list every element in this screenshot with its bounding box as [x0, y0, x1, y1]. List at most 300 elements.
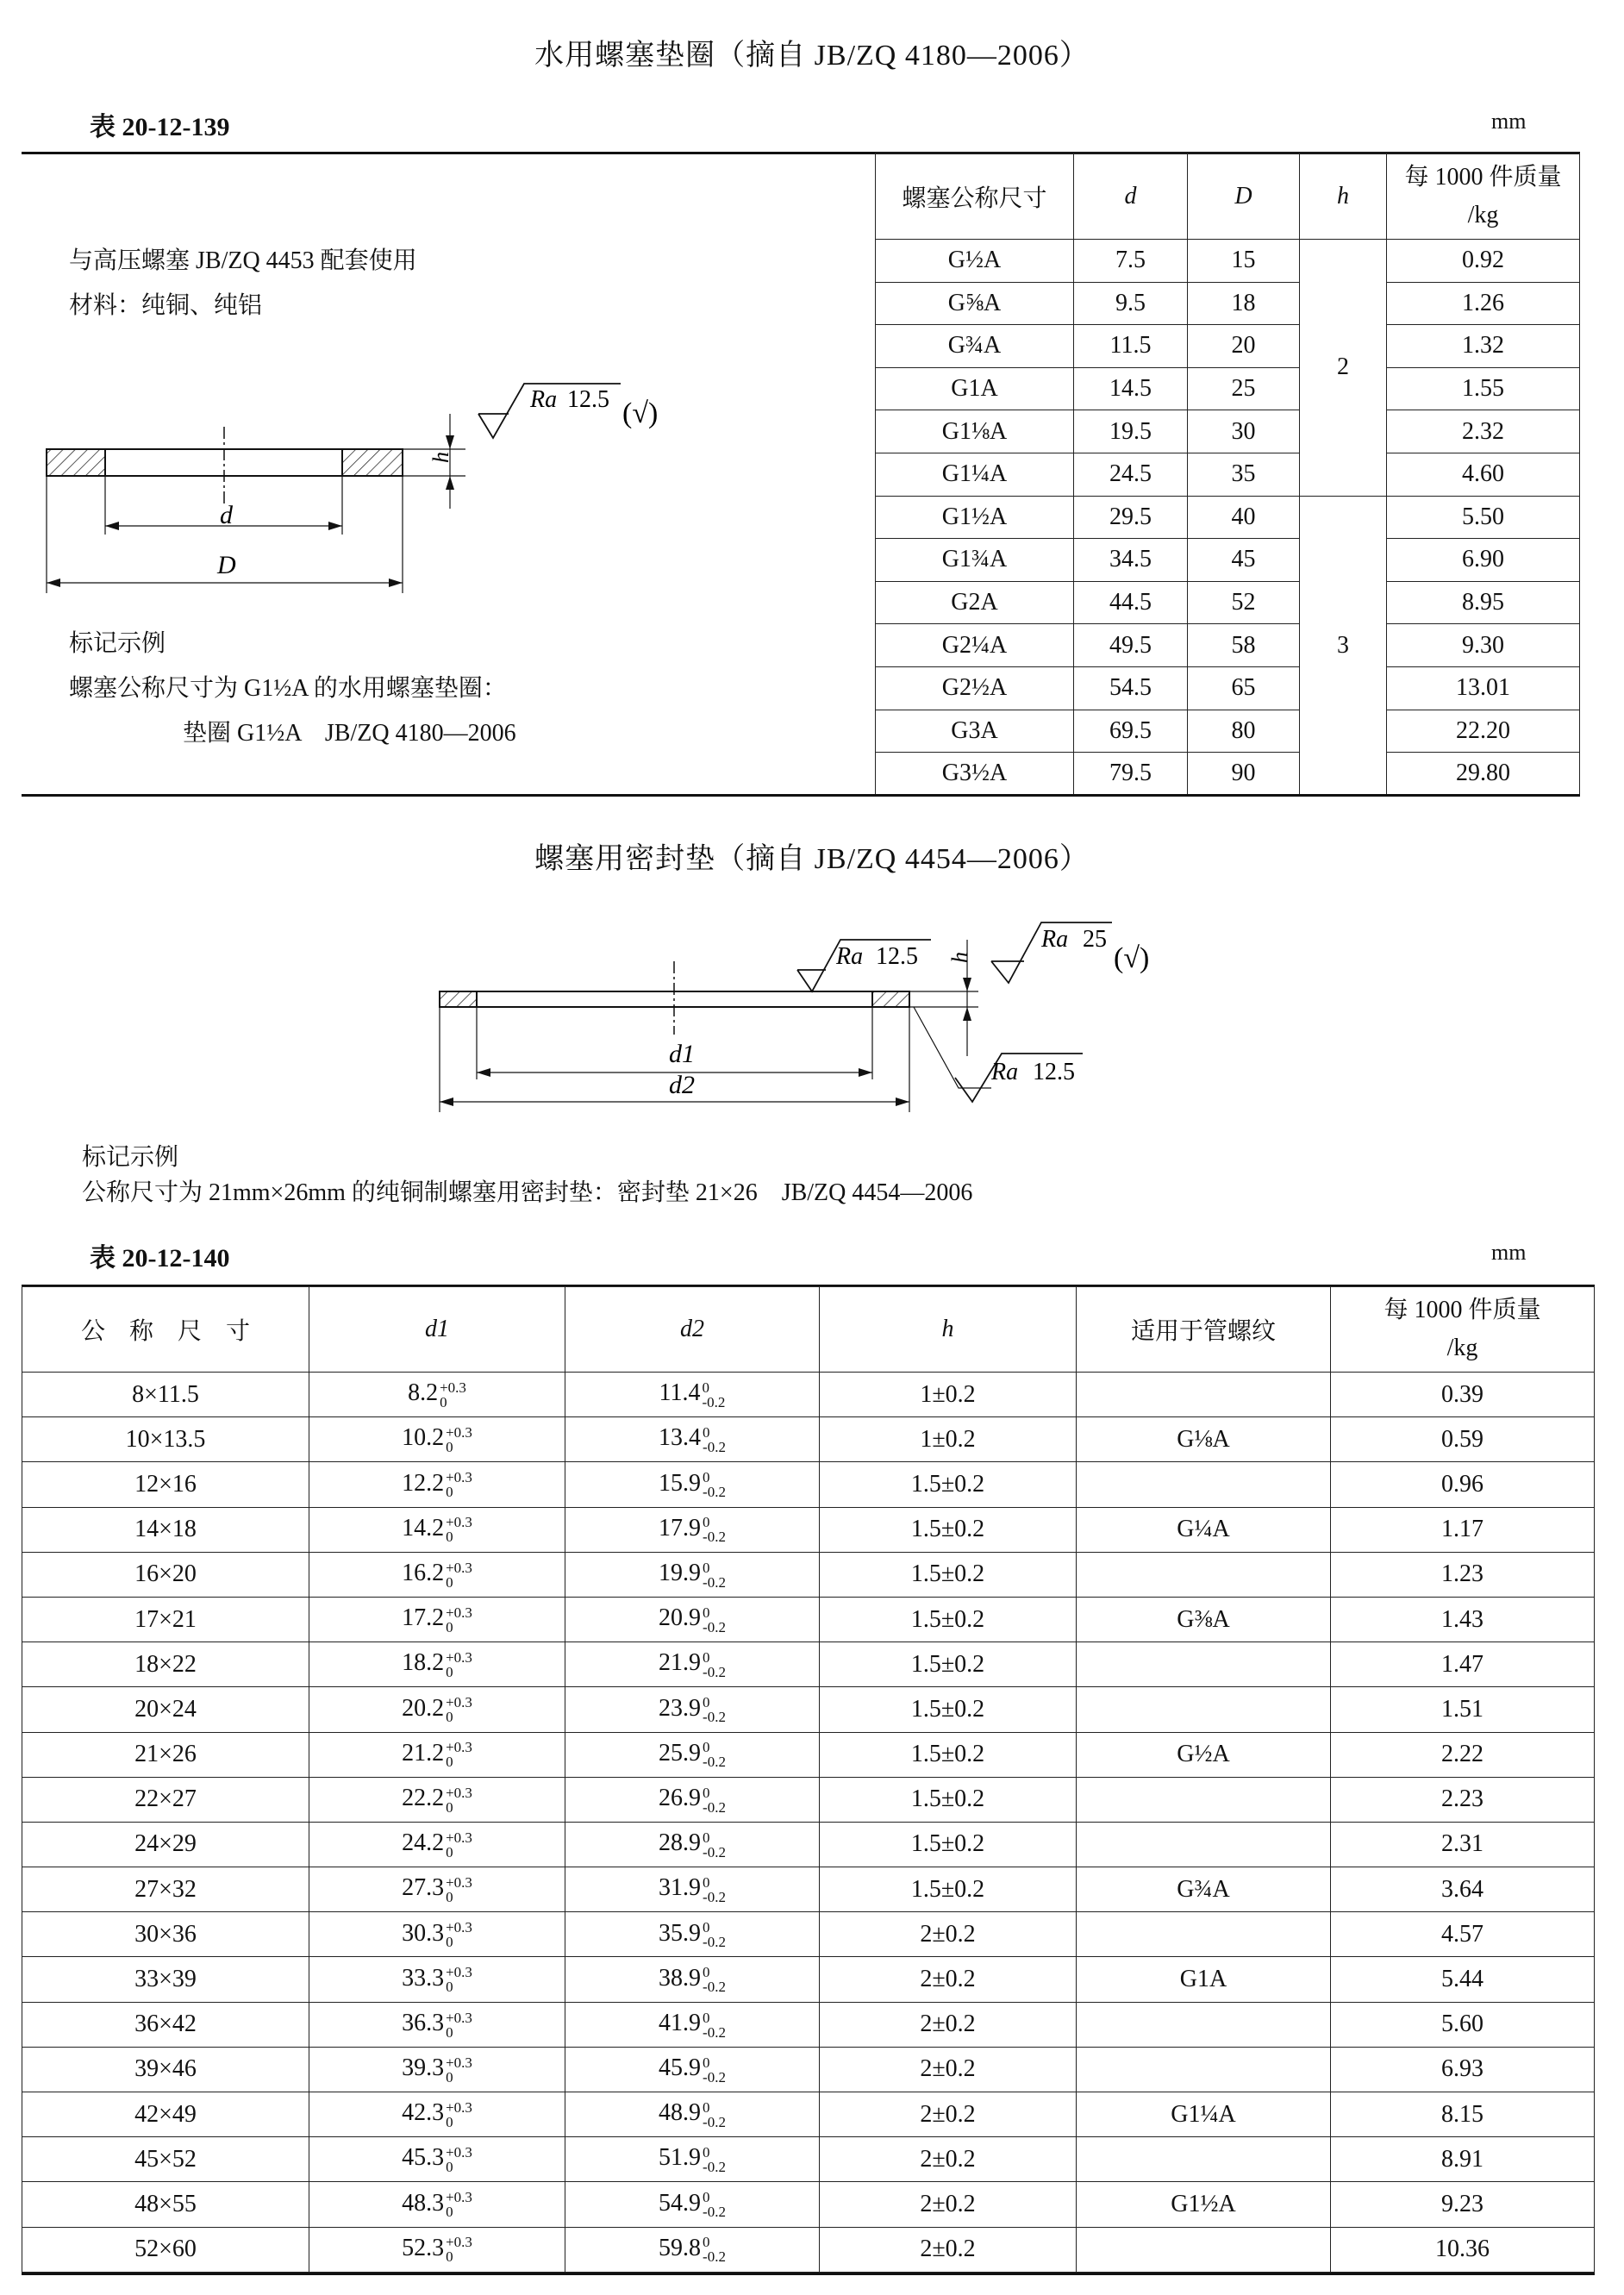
- d2-cell: [565, 1777, 820, 1822]
- roughness2-ra-b: Ra: [1041, 926, 1069, 953]
- d2-cell: [565, 1462, 820, 1507]
- tolerance-lower: -0.2: [703, 1888, 726, 1905]
- tolerance-lower: -0.2: [703, 2113, 726, 2130]
- nominal-size-cell: 22×27: [22, 1777, 309, 1822]
- tolerance: [446, 2055, 472, 2085]
- mass-header-line2: /kg: [1467, 201, 1499, 228]
- nominal-value: 15.9: [659, 1469, 702, 1497]
- header-pipe-thread: 适用于管螺纹: [1077, 1287, 1331, 1373]
- mass-cell: 2.31: [1331, 1822, 1595, 1867]
- material-note: 材料：纯铜、纯铝: [69, 292, 263, 319]
- tolerance-lower: -0.2: [703, 1709, 726, 1726]
- cell: G1⅛A: [876, 410, 1074, 453]
- header-d1: [309, 1287, 565, 1373]
- tolerance-lower: -0.2: [703, 1439, 726, 1456]
- d2-cell: [565, 1732, 820, 1777]
- tolerance-upper: 0: [703, 1919, 710, 1936]
- cell: 1.26: [1387, 282, 1580, 325]
- cell: 14.5: [1074, 367, 1188, 410]
- tolerance: [703, 1920, 726, 1949]
- pipe-thread-cell: [1077, 1373, 1331, 1417]
- mass-cell: 5.60: [1331, 2002, 1595, 2047]
- marking-title: 标记示例: [69, 630, 166, 657]
- tolerance: [446, 1740, 472, 1769]
- pipe-thread-cell: [1077, 2047, 1331, 2092]
- d1-cell: [309, 1777, 565, 1822]
- tolerance-lower: 0: [446, 1529, 453, 1546]
- pipe-thread-cell: G1½A: [1077, 2182, 1331, 2227]
- tolerance: [440, 1380, 466, 1410]
- table-row: [22, 1912, 1595, 1957]
- d1-cell: [309, 1867, 565, 1912]
- mass-cell: 6.93: [1331, 2047, 1595, 2092]
- tolerance-upper: 0: [703, 1873, 710, 1891]
- cell: 4.60: [1387, 453, 1580, 496]
- d2-cell: [565, 2227, 820, 2272]
- d2-cell: [565, 1597, 820, 1642]
- h-cell: 2±0.2: [820, 2092, 1077, 2137]
- pipe-thread-cell: [1077, 1642, 1331, 1687]
- table-row: [22, 1732, 1595, 1777]
- table-row: [22, 1642, 1595, 1687]
- nominal-value: 19.9: [659, 1560, 702, 1587]
- dim-d2-label: d2: [669, 1071, 695, 1099]
- nominal-value: 51.9: [659, 2144, 702, 2172]
- h-cell: 1.5±0.2: [820, 1552, 1077, 1597]
- tolerance-upper: +0.3: [446, 1559, 472, 1576]
- nominal-value: 33.3: [402, 1964, 445, 1992]
- tolerance-upper: 0: [703, 2009, 710, 2026]
- table-row: [22, 1597, 1595, 1642]
- h-cell: 1±0.2: [820, 1373, 1077, 1417]
- h-cell: 2±0.2: [820, 2227, 1077, 2272]
- section1-title: 水用螺塞垫圈（摘自 JB/ZQ 4180—2006）: [534, 40, 1090, 72]
- tolerance-lower: -0.2: [703, 1664, 726, 1680]
- cell: 65: [1188, 666, 1300, 710]
- nominal-value: 48.3: [402, 2189, 445, 2217]
- mass-cell: 1.47: [1331, 1642, 1595, 1687]
- tolerance: [446, 1515, 472, 1544]
- nominal-value: 31.9: [659, 1874, 702, 1902]
- tolerance: [446, 1425, 472, 1454]
- h-cell: 1.5±0.2: [820, 1822, 1077, 1867]
- d2-cell: [565, 1417, 820, 1462]
- d2-cell: [565, 1642, 820, 1687]
- d1-cell: [309, 1462, 565, 1507]
- tolerance-lower: 0: [446, 2248, 453, 2266]
- nominal-value: 25.9: [659, 1739, 702, 1767]
- table-row: [22, 1777, 1595, 1822]
- roughness2-ra-c: Ra: [991, 1059, 1019, 1085]
- tolerance: [446, 1965, 472, 1994]
- cell: G1A: [876, 367, 1074, 410]
- table-row: [22, 1373, 1595, 1417]
- tolerance-lower: -0.2: [703, 1573, 726, 1591]
- nominal-size-cell: 18×22: [22, 1642, 309, 1687]
- cell: 58: [1188, 624, 1300, 667]
- tolerance-lower: 0: [446, 2159, 453, 2176]
- h-cell: 1.5±0.2: [820, 1507, 1077, 1552]
- tolerance-lower: 0: [446, 1798, 453, 1816]
- cell: 15: [1188, 240, 1300, 283]
- tolerance-upper: +0.3: [446, 2189, 472, 2206]
- nominal-size-cell: 33×39: [22, 1957, 309, 2002]
- d1-cell: [309, 1597, 565, 1642]
- cell: 25: [1188, 367, 1300, 410]
- section2-title: 螺塞用密封垫（摘自 JB/ZQ 4454—2006）: [534, 843, 1090, 875]
- mass-header-line1: 每 1000 件质量: [1384, 1297, 1541, 1323]
- mass-cell: 2.22: [1331, 1732, 1595, 1777]
- tolerance-lower: -0.2: [703, 2159, 726, 2176]
- h-cell: 1±0.2: [820, 1417, 1077, 1462]
- cell: G3A: [876, 710, 1074, 753]
- nominal-value: 36.3: [402, 2009, 445, 2036]
- tolerance-lower: -0.2: [703, 1529, 726, 1546]
- tolerance: [446, 2145, 472, 2174]
- tolerance: [703, 1380, 726, 1410]
- header-h: h: [820, 1287, 1077, 1373]
- tolerance-upper: +0.3: [446, 2234, 472, 2251]
- header-text: d1: [425, 1316, 449, 1342]
- tolerance-lower: -0.2: [703, 1618, 726, 1635]
- tolerance: [703, 1740, 726, 1769]
- d1-cell: [309, 1507, 565, 1552]
- cell: 1.55: [1387, 367, 1580, 410]
- tolerance-upper: 0: [703, 1829, 710, 1846]
- nominal-value: 10.2: [402, 1424, 445, 1452]
- tolerance-lower: -0.2: [703, 1934, 726, 1951]
- nominal-value: 18.2: [402, 1649, 445, 1677]
- tolerance-lower: 0: [446, 1843, 453, 1860]
- tolerance-lower: -0.2: [703, 1979, 726, 1996]
- d1-cell: [309, 1957, 565, 2002]
- nominal-value: 39.3: [402, 2054, 445, 2082]
- pipe-thread-cell: G¾A: [1077, 1867, 1331, 1912]
- dim-d1-label: d1: [669, 1040, 695, 1068]
- cell: 40: [1188, 496, 1300, 539]
- d2-cell: [565, 2002, 820, 2047]
- tolerance-upper: 0: [703, 1469, 710, 1486]
- nominal-size-cell: 27×32: [22, 1867, 309, 1912]
- tolerance-upper: 0: [703, 2098, 710, 2116]
- nominal-size-cell: 24×29: [22, 1822, 309, 1867]
- header-text: d2: [680, 1316, 704, 1342]
- tolerance-lower: 0: [446, 1934, 453, 1951]
- cell: 52: [1188, 581, 1300, 624]
- mass-header-line2: /kg: [1446, 1335, 1478, 1361]
- h-cell: 2±0.2: [820, 2137, 1077, 2182]
- h-cell: 1.5±0.2: [820, 1777, 1077, 1822]
- tolerance: [703, 2055, 726, 2085]
- header-mass: [1331, 1287, 1595, 1373]
- cell: 18: [1188, 282, 1300, 325]
- tolerance: [446, 1695, 472, 1724]
- cell: 44.5: [1074, 581, 1188, 624]
- tolerance-upper: 0: [703, 1964, 710, 1981]
- cell: 45: [1188, 539, 1300, 582]
- nominal-value: 48.9: [659, 2099, 702, 2127]
- tolerance: [703, 2235, 726, 2264]
- pipe-thread-cell: [1077, 1822, 1331, 1867]
- tolerance: [446, 1650, 472, 1679]
- tolerance: [703, 1560, 726, 1590]
- mass-cell: 9.23: [1331, 2182, 1595, 2227]
- tolerance-lower: 0: [446, 1664, 453, 1680]
- tolerance-upper: 0: [702, 1379, 710, 1396]
- tolerance: [703, 2100, 726, 2129]
- tolerance-upper: +0.3: [446, 2098, 472, 2116]
- pipe-thread-cell: [1077, 2227, 1331, 2272]
- usage-note: 与高压螺塞 JB/ZQ 4453 配套使用: [69, 247, 417, 274]
- h-cell: 2±0.2: [820, 2047, 1077, 2092]
- nominal-value: 27.3: [402, 1874, 445, 1902]
- pipe-thread-cell: [1077, 1462, 1331, 1507]
- cell: 54.5: [1074, 666, 1188, 710]
- nominal-size-cell: 52×60: [22, 2227, 309, 2272]
- tolerance: [703, 1965, 726, 1994]
- d2-cell: [565, 1912, 820, 1957]
- d1-cell: [309, 1912, 565, 1957]
- tolerance-lower: 0: [446, 2204, 453, 2221]
- tolerance: [446, 2100, 472, 2129]
- tolerance-upper: +0.3: [446, 1469, 472, 1486]
- tolerance: [703, 1425, 726, 1454]
- pipe-thread-cell: [1077, 1552, 1331, 1597]
- cell: 7.5: [1074, 240, 1188, 283]
- tolerance-upper: 0: [703, 2144, 710, 2161]
- marking-line-2: 垫圈 G1½A JB/ZQ 4180—2006: [183, 720, 516, 747]
- nominal-value: 45.9: [659, 2054, 702, 2082]
- h-cell: 2±0.2: [820, 2002, 1077, 2047]
- nominal-value: 28.9: [659, 1829, 702, 1857]
- tolerance-lower: 0: [446, 1573, 453, 1591]
- nominal-size-cell: 17×21: [22, 1597, 309, 1642]
- d1-cell: [309, 1642, 565, 1687]
- tolerance: [703, 1605, 726, 1635]
- pipe-thread-cell: [1077, 2137, 1331, 2182]
- table-row: [22, 1822, 1595, 1867]
- h-cell: 1.5±0.2: [820, 1597, 1077, 1642]
- nominal-value: 22.2: [402, 1784, 445, 1811]
- tolerance-lower: 0: [446, 1484, 453, 1501]
- tolerance-lower: 0: [446, 1439, 453, 1456]
- d2-cell: [565, 2182, 820, 2227]
- tolerance: [446, 2010, 472, 2040]
- pipe-thread-cell: G1¼A: [1077, 2092, 1331, 2137]
- h-cell: 1.5±0.2: [820, 1687, 1077, 1732]
- tolerance-lower: 0: [446, 1754, 453, 1771]
- d2-cell: [565, 2047, 820, 2092]
- h-cell: 1.5±0.2: [820, 1732, 1077, 1777]
- mass-cell: 0.96: [1331, 1462, 1595, 1507]
- tolerance: [703, 1785, 726, 1815]
- nominal-value: 13.4: [659, 1424, 702, 1452]
- nominal-value: 54.9: [659, 2189, 702, 2217]
- tolerance-upper: +0.3: [446, 1784, 472, 1801]
- pipe-thread-cell: G¼A: [1077, 1507, 1331, 1552]
- tolerance-upper: 0: [703, 1559, 710, 1576]
- pipe-thread-cell: [1077, 1912, 1331, 1957]
- tolerance-lower: 0: [446, 1888, 453, 1905]
- mass-cell: 1.17: [1331, 1507, 1595, 1552]
- mass-cell: 8.91: [1331, 2137, 1595, 2182]
- h-cell: 2±0.2: [820, 1912, 1077, 1957]
- cell: 22.20: [1387, 710, 1580, 753]
- tolerance-lower: -0.2: [703, 2068, 726, 2086]
- tolerance: [703, 1515, 726, 1544]
- pipe-thread-cell: [1077, 2002, 1331, 2047]
- h-cell: 1.5±0.2: [820, 1642, 1077, 1687]
- nominal-value: 17.2: [402, 1604, 445, 1632]
- cell: 29.80: [1387, 753, 1580, 796]
- d2-cell: [565, 1822, 820, 1867]
- cell: G¾A: [876, 325, 1074, 368]
- nominal-size-cell: 39×46: [22, 2047, 309, 2092]
- nominal-value: 41.9: [659, 2009, 702, 2036]
- tolerance-upper: +0.3: [446, 2054, 472, 2071]
- dim-d-label: d: [220, 501, 233, 529]
- nominal-value: 26.9: [659, 1784, 702, 1811]
- nominal-value: 38.9: [659, 1964, 702, 1992]
- cell: 9.30: [1387, 624, 1580, 667]
- roughness2-other: (√): [1114, 942, 1150, 974]
- tolerance-upper: +0.3: [446, 1964, 472, 1981]
- tolerance-upper: +0.3: [446, 1919, 472, 1936]
- header-row: [22, 1287, 1595, 1373]
- nominal-size-cell: 16×20: [22, 1552, 309, 1597]
- tolerance-upper: 0: [703, 1514, 710, 1531]
- cell: 30: [1188, 410, 1300, 453]
- tolerance: [703, 2010, 726, 2040]
- mass-cell: 1.23: [1331, 1552, 1595, 1597]
- nominal-value: 42.3: [402, 2099, 445, 2127]
- unit-label: mm: [1491, 109, 1527, 134]
- tolerance-upper: 0: [703, 1784, 710, 1801]
- d2-cell: [565, 1687, 820, 1732]
- nominal-size-cell: 8×11.5: [22, 1373, 309, 1417]
- tolerance: [446, 1875, 472, 1904]
- d1-cell: [309, 1732, 565, 1777]
- h-cell: 3: [1300, 496, 1387, 795]
- dim-h-label: h: [428, 452, 453, 463]
- tolerance-lower: 0: [446, 1979, 453, 1996]
- nominal-size-cell: 12×16: [22, 1462, 309, 1507]
- tolerance: [446, 1830, 472, 1860]
- table-row: [22, 2002, 1595, 2047]
- tolerance-lower: -0.2: [703, 2248, 726, 2266]
- table-row: [22, 1462, 1595, 1507]
- cell: 6.90: [1387, 539, 1580, 582]
- nominal-size-cell: 36×42: [22, 2002, 309, 2047]
- marking2-line: 公称尺寸为 21mm×26mm 的纯铜制螺塞用密封垫：密封垫 21×26 JB/ZQ 4454—2006: [82, 1179, 973, 1206]
- tolerance: [703, 1650, 726, 1679]
- tolerance-upper: +0.3: [446, 2144, 472, 2161]
- tolerance-upper: +0.3: [446, 1873, 472, 1891]
- cell: G2½A: [876, 666, 1074, 710]
- d2-cell: [565, 1867, 820, 1912]
- column-header: d: [1074, 153, 1188, 240]
- tolerance-lower: -0.2: [703, 1484, 726, 1501]
- column-header: h: [1300, 153, 1387, 240]
- cell: G⅝A: [876, 282, 1074, 325]
- dim-h2-label: h: [947, 952, 972, 963]
- d1-cell: [309, 2047, 565, 2092]
- marking-line-1: 螺塞公称尺寸为 G1½A 的水用螺塞垫圈：: [69, 675, 507, 702]
- cell: 20: [1188, 325, 1300, 368]
- d1-cell: [309, 1417, 565, 1462]
- d2-cell: [565, 1957, 820, 2002]
- seal-table-140: [22, 1286, 1595, 2273]
- cell: 19.5: [1074, 410, 1188, 453]
- cell: 9.5: [1074, 282, 1188, 325]
- d1-cell: [309, 2137, 565, 2182]
- nominal-value: 8.2: [408, 1379, 439, 1407]
- roughness-other: (√): [622, 397, 659, 429]
- marking2-title: 标记示例: [82, 1144, 179, 1171]
- nominal-value: 20.2: [402, 1694, 445, 1722]
- tolerance-upper: +0.3: [446, 1739, 472, 1756]
- tolerance-lower: 0: [440, 1393, 447, 1410]
- tolerance-lower: -0.2: [703, 2204, 726, 2221]
- tolerance: [446, 1920, 472, 1949]
- cell: 49.5: [1074, 624, 1188, 667]
- nominal-value: 11.4: [659, 1379, 701, 1407]
- tolerance-upper: +0.3: [446, 1514, 472, 1531]
- nominal-size-cell: 20×24: [22, 1687, 309, 1732]
- tolerance-lower: 0: [446, 1709, 453, 1726]
- tolerance: [703, 2190, 726, 2219]
- mass-cell: 3.64: [1331, 1867, 1595, 1912]
- mass-cell: 8.15: [1331, 2092, 1595, 2137]
- cell: G1¼A: [876, 453, 1074, 496]
- tolerance-upper: +0.3: [446, 1604, 472, 1621]
- nominal-size-cell: 14×18: [22, 1507, 309, 1552]
- column-header: D: [1188, 153, 1300, 240]
- cell: 2.32: [1387, 410, 1580, 453]
- table2-bottom-rule: [22, 2273, 1595, 2275]
- d1-cell: [309, 2002, 565, 2047]
- tolerance-lower: -0.2: [703, 1754, 726, 1771]
- pipe-thread-cell: G⅛A: [1077, 1417, 1331, 1462]
- tolerance-upper: +0.3: [440, 1379, 466, 1396]
- nominal-value: 35.9: [659, 1919, 702, 1947]
- d2-cell: [565, 1373, 820, 1417]
- table-row: [22, 2182, 1595, 2227]
- mass-cell: 5.44: [1331, 1957, 1595, 2002]
- nominal-value: 23.9: [659, 1694, 702, 1722]
- tolerance-lower: -0.2: [703, 1843, 726, 1860]
- table-label-140: 表 20-12-140: [90, 1244, 230, 1273]
- mass-header-line1: 每 1000 件质量: [1404, 163, 1562, 191]
- tolerance-upper: +0.3: [446, 1424, 472, 1441]
- roughness2-ra-a: Ra: [836, 943, 864, 970]
- h-cell: 1.5±0.2: [820, 1867, 1077, 1912]
- tolerance-lower: 0: [446, 2023, 453, 2041]
- column-header: 螺塞公称尺寸: [876, 153, 1074, 240]
- cell: 34.5: [1074, 539, 1188, 582]
- cell: 5.50: [1387, 496, 1580, 539]
- roughness-ra: Ra: [530, 386, 558, 413]
- cell: 80: [1188, 710, 1300, 753]
- tolerance-lower: -0.2: [703, 2023, 726, 2041]
- cell: 79.5: [1074, 753, 1188, 796]
- table-label-139: 表 20-12-139: [90, 113, 230, 141]
- h-cell: 2±0.2: [820, 1957, 1077, 2002]
- tolerance: [446, 2235, 472, 2264]
- table-row: [22, 1687, 1595, 1732]
- tolerance-upper: 0: [703, 1604, 710, 1621]
- tolerance-upper: 0: [703, 2234, 710, 2251]
